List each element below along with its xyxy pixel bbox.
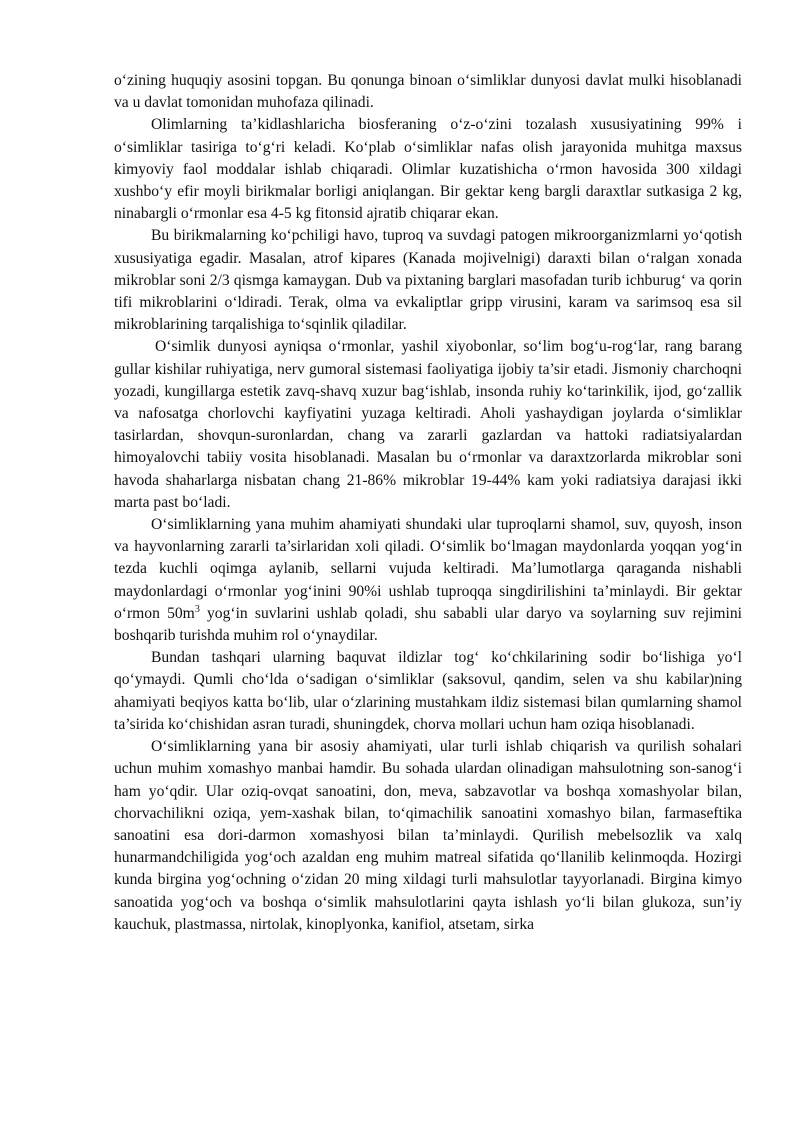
paragraph-5-part-1: O‘simliklarning yana muhim ahamiyati shundaki ular tuproqlarni shamol, suv, quyosh, inson va hayvonlarning zararli ta’sirlaridan xoli qiladi. O‘simlik bo‘lmagan maydonlarda yoqqan yog‘in tezda kuchli oqimga aylanib, sellarni vujuda keltiradi. Ma’lumotlarga qaraganda nishabli maydonlardagi o‘rmonlar yog‘inini 90%i ushlab tuproqqa singdirilishini ta’minlaydi. Bir gektar o‘rmon 50m xyxy=(114,516,742,622)
paragraph-4: O‘simlik dunyosi ayniqsa o‘rmonlar, yashil xiyobonlar, so‘lim bog‘u-rog‘lar, rang barang gullar kishilar ruhiyatiga, nerv gumoral sistemasi faoliyatiga ijobiy ta’sir etadi. Jismoniy charchoqni yozadi, kungillarga estetik zavq-shavq xuzur bag‘ishlab, insonda ruhiy ko‘tarinkilik, ijod, go‘zallik va nafosatga chorlovchi kayfiyatini yuzaga keltiradi. Aholi yashaydigan joylarda o‘simliklar tasirlardan, shovqun-suronlardan, chang va zararli gazlardan va hattoki radiatsiyalardan himoyalovchi tabiiy vosita hisoblanadi. Masalan bu o‘rmonlar va daraxtzorlarda mikroblar soni havoda shaharlarga nisbatan chang 21-86% mikroblar 19-44% kam yoki radiatsiya darajasi ikki marta past bo‘ladi. xyxy=(114,338,742,511)
paragraph-5 xyxy=(114,514,742,647)
paragraph-2: Olimlarning ta’kidlashlaricha biosferaning o‘z-o‘zini tozalash xususiyatining 99% i o‘simliklar tasiriga to‘g‘ri keladi. Ko‘plab o‘simliklar nafas olish jarayonida muhitga maxsus kimyoviy faol moddalar ishlab chiqaradi. Olimlar kuzatishicha o‘rmon havosida 300 xildagi xushbo‘y efir moyli birikmalar borligi aniqlangan. Bir gektar keng bargli daraxtlar sutkasiga 2 kg, ninabargli o‘rmonlar esa 4-5 kg fitonsid ajratib chiqarar ekan. xyxy=(114,116,742,223)
paragraph-6: Bundan tashqari ularning baquvat ildizlar tog‘ ko‘chkilarining sodir bo‘lishiga yo‘l qo‘ymaydi. Qumli cho‘lda o‘sadigan o‘simliklar (saksovul, qandim, selen va shu kabilar)ning ahamiyati beqiyos katta bo‘lib, ular o‘zlarining mustahkam ildiz sistemasi bilan qumlarning shamol ta’sirida ko‘chishidan asran turadi, shuningdek, chorva mollari uchun ham oziqa hisoblanadi. xyxy=(114,649,742,733)
paragraph-1: o‘zining huquqiy asosini topgan. Bu qonunga binoan o‘simliklar dunyosi davlat mulki hisoblanadi va u davlat tomonidan muhofaza qilinadi. xyxy=(114,72,742,112)
paragraph-5-part-2: yog‘in suvlarini ushlab qoladi, shu sababli ular daryo va soylarning suv rejimini boshqarib turishda muhim rol o‘ynaydilar. xyxy=(114,604,742,645)
document-page xyxy=(114,70,742,936)
superscript-3: 3 xyxy=(194,603,200,615)
paragraph-3: Bu birikmalarning ko‘pchiligi havo, tuproq va suvdagi patogen mikroorganizmlarni yo‘qotish xususiyatiga egadir. Masalan, atrof kipares (Kanada mojivelnigi) daraxti bilan o‘ralgan xonada mikroblar soni 2/3 qismga kamaygan. Dub va pixtaning barglari masofadan turib ichburug‘ va qorin tifi mikroblarini o‘ldiradi. Terak, olma va evkaliptlar gripp virusini, karam va sarimsoq esa sil mikroblarining tarqalishiga to‘sqinlik qiladilar. xyxy=(114,227,742,334)
paragraph-7: O‘simliklarning yana bir asosiy ahamiyati, ular turli ishlab chiqarish va qurilish sohalari uchun muhim xomashyo manbai hamdir. Bu sohada ulardan olinadigan mahsulotning son-sanog‘i ham yo‘qdir. Ular oziq-ovqat sanoatini, don, meva, sabzavotlar va boshqa xomashyolar bilan, chorvachilikni oziqa, yem-xashak bilan, to‘qimachilik sanoatini xomashyo bilan, farmaseftika sanoatini esa dori-darmon xomashyosi bilan ta’minlaydi. Qurilish mebelsozlik va xalq hunarmandchiligida yog‘och azaldan eng muhim matreal sifatida qo‘llanilib kelinmoqda. Hozirgi kunda birgina yog‘ochning o‘zidan 20 ming xildagi turli mahsulotlar tayyorlanadi. Birgina kimyo sanoatida yog‘och va boshqa o‘simlik mahsulotlarini qayta ishlash yo‘li bilan glukoza, sun’iy kauchuk, plastmassa, nirtolak, kinoplyonka, kanifiol, atsetam, sirka xyxy=(114,738,742,933)
